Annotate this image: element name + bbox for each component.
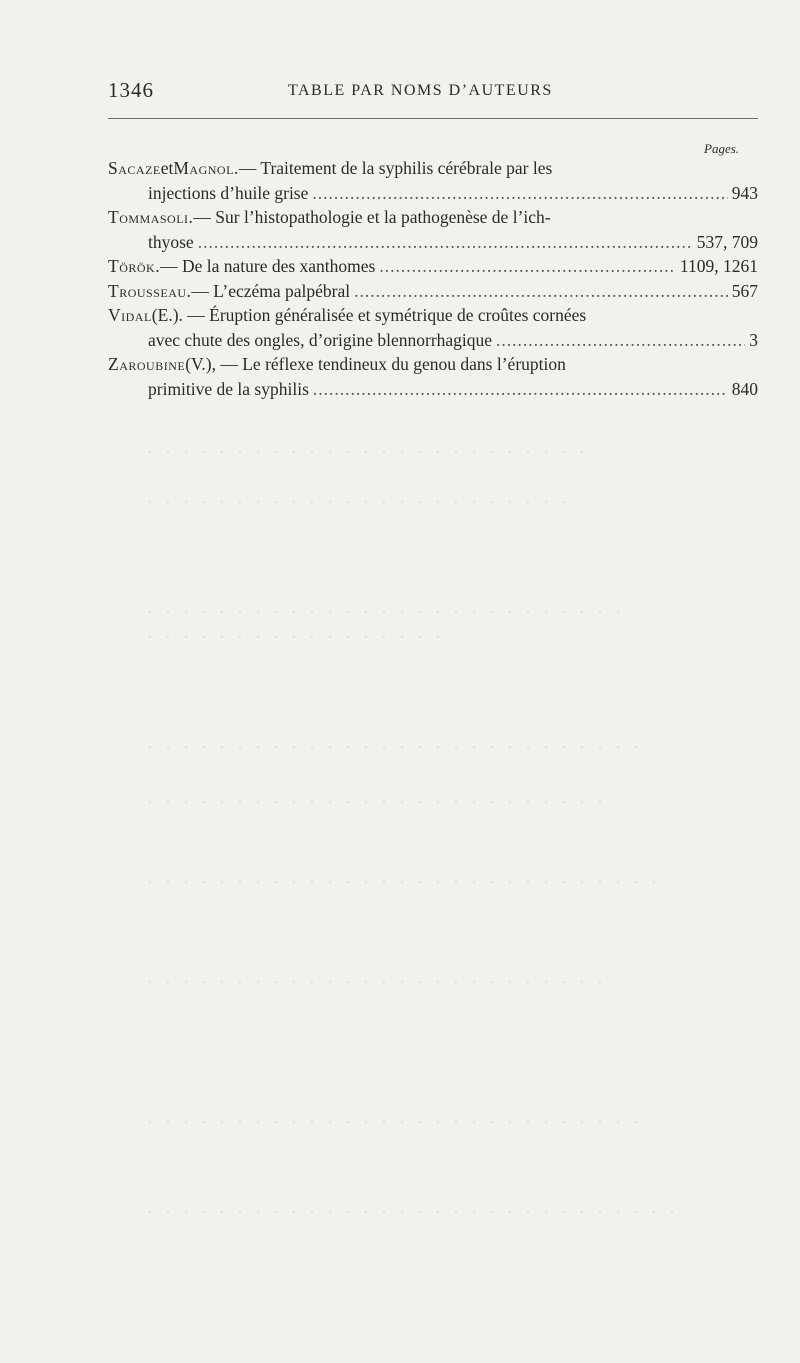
entry-line bbox=[108, 230, 758, 255]
author-name: Török. bbox=[108, 256, 161, 276]
entry-line bbox=[108, 181, 758, 206]
entry-title: (V.), — Le réflexe tendineux du genou dans l’éruption bbox=[185, 354, 566, 374]
entry-line bbox=[108, 205, 758, 230]
entry-title: — Sur l’histopathologie et la pathogenèse de l’ich- bbox=[193, 207, 551, 227]
dot-leader bbox=[312, 181, 727, 206]
index-entry bbox=[108, 156, 758, 205]
faint-dot-leader: . . . . . . . . . . . . . . . . . . . . . . . . . . . . . . bbox=[148, 1200, 679, 1217]
dot-leader bbox=[354, 279, 728, 304]
index-entry bbox=[108, 279, 758, 304]
entry-title: — Traitement de la syphilis cérébrale par les bbox=[238, 158, 553, 178]
faint-dot-leader: . . . . . . . . . . . . . . . . . . . . . . . . . . bbox=[148, 970, 607, 987]
running-title: TABLE PAR NOMS D’AUTEURS bbox=[288, 82, 553, 99]
author-name: Tommasoli. bbox=[108, 207, 194, 227]
faint-dot-leader: . . . . . . . . . . . . . . . . . bbox=[148, 625, 445, 642]
entry-line bbox=[108, 352, 758, 377]
faint-dot-leader: . . . . . . . . . . . . . . . . . . . . . . . . . . . . bbox=[148, 1110, 643, 1127]
entry-title: — De la nature des xanthomes bbox=[160, 256, 376, 276]
page-reference: 1109, 1261 bbox=[679, 256, 758, 276]
entry-title: — L’eczéma palpébral bbox=[191, 280, 351, 301]
header-rule bbox=[108, 118, 758, 119]
entry-line bbox=[108, 254, 758, 279]
entry-title: (E.). — Éruption généralisée et symétrique de croûtes cornées bbox=[151, 305, 587, 325]
page-reference: 3 bbox=[749, 329, 758, 350]
index-entry bbox=[108, 254, 758, 279]
index-entry bbox=[108, 352, 758, 401]
faint-dot-leader: . . . . . . . . . . . . . . . . . . . . . . . . . . bbox=[148, 790, 607, 807]
dot-leader bbox=[496, 328, 745, 353]
author-name: Trousseau. bbox=[108, 280, 192, 301]
pages-column-label: Pages. bbox=[704, 141, 740, 156]
dot-leader bbox=[313, 377, 728, 402]
page-reference: 943 bbox=[731, 182, 758, 203]
faint-dot-leader: . . . . . . . . . . . . . . . . . . . . . . . . . . . . bbox=[148, 735, 643, 752]
entry-line bbox=[108, 303, 758, 328]
page-reference: 840 bbox=[731, 378, 758, 399]
entry-title-continued: primitive de la syphilis bbox=[148, 378, 309, 399]
bleed-through-area bbox=[108, 410, 758, 1270]
page-header bbox=[108, 78, 758, 108]
dot-leader bbox=[379, 254, 676, 279]
author-name: Vidal bbox=[108, 305, 152, 325]
entry-title-continued: thyose bbox=[148, 231, 194, 252]
faint-dot-leader: . . . . . . . . . . . . . . . . . . . . . . . . . bbox=[148, 440, 589, 457]
index-entry bbox=[108, 205, 758, 254]
page-reference: 537, 709 bbox=[696, 231, 758, 252]
connector-text: et bbox=[160, 158, 174, 178]
index-entry bbox=[108, 303, 758, 352]
faint-dot-leader: . . . . . . . . . . . . . . . . . . . . . . . . bbox=[148, 490, 571, 507]
page-number: 1346 bbox=[108, 78, 154, 102]
author-name: Sacaze bbox=[108, 158, 161, 178]
dot-leader bbox=[198, 230, 693, 255]
author-index-list bbox=[108, 156, 758, 401]
author-name: Magnol. bbox=[173, 158, 239, 178]
entry-line bbox=[108, 279, 758, 304]
entry-title-continued: avec chute des ongles, d’origine blennorrhagique bbox=[148, 329, 493, 350]
faint-dot-leader: . . . . . . . . . . . . . . . . . . . . . . . . . . . bbox=[148, 600, 625, 617]
entry-line bbox=[108, 328, 758, 353]
entry-title-continued: injections d’huile grise bbox=[148, 182, 309, 203]
author-name: Zaroubine bbox=[108, 354, 186, 374]
page-reference: 567 bbox=[731, 280, 758, 301]
faint-dot-leader: . . . . . . . . . . . . . . . . . . . . . . . . . . . . . bbox=[148, 870, 661, 887]
entry-line bbox=[108, 156, 758, 181]
entry-line bbox=[108, 377, 758, 402]
